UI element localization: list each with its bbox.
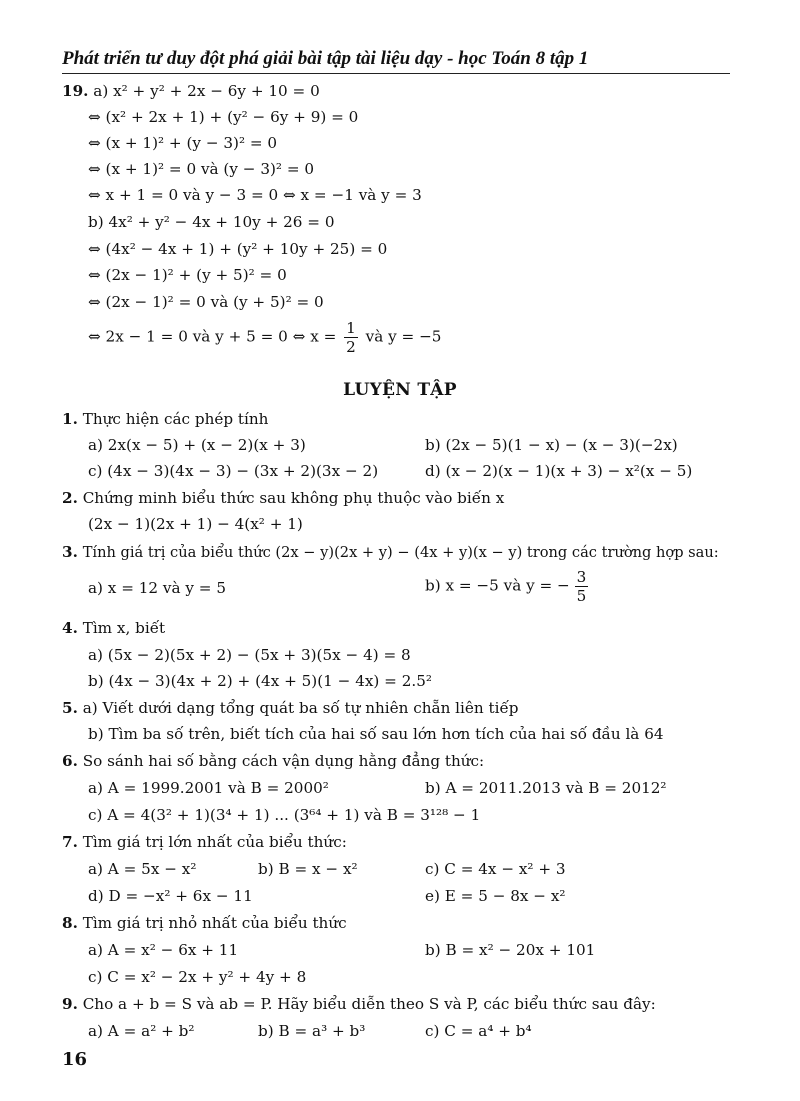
ex19-b4-pre: ⇔ 2x − 1 = 0 và y + 5 = 0 ⇔ x = xyxy=(88,327,337,346)
problem-8-a: a) A = x² − 6x + 11 xyxy=(88,941,239,959)
problem-1-b: b) (2x − 5)(1 − x) − (x − 3)(−2x) xyxy=(425,436,678,454)
ex19-line-a1: ⇔ (x² + 2x + 1) + (y² − 6y + 9) = 0 xyxy=(88,108,359,126)
problem-6-a: a) A = 1999.2001 và B = 2000² xyxy=(88,779,329,797)
problem-4-b: b) (4x − 3)(4x + 2) + (4x + 5)(1 − 4x) = 2.5² xyxy=(88,672,432,690)
header-rule xyxy=(62,73,730,74)
section-title: LUYỆN TẬP xyxy=(343,380,457,400)
fraction-denominator: 5 xyxy=(576,587,587,605)
problem-2-number: 2. xyxy=(62,489,78,507)
problem-4-number: 4. xyxy=(62,619,78,637)
problem-1 xyxy=(62,409,268,429)
ex19-line-b2: ⇔ (2x − 1)² + (y + 5)² = 0 xyxy=(88,266,287,284)
problem-6 xyxy=(62,751,484,771)
problem-9-c: c) C = a⁴ + b⁴ xyxy=(425,1022,532,1040)
problem-1-number: 1. xyxy=(62,410,78,428)
problem-5-b: b) Tìm ba số trên, biết tích của hai số sau lớn hơn tích của hai số đầu là 64 xyxy=(88,725,664,743)
fraction-numerator: 3 xyxy=(576,568,587,586)
problem-3-text: Tính giá trị của biểu thức (2x − y)(2x + y) − (4x + y)(x − y) trong các trường hợp sau: xyxy=(82,544,719,561)
problem-9 xyxy=(62,994,656,1014)
running-header: Phát triển tư duy đột phá giải bài tập tài liệu dạy - học Toán 8 tập 1 xyxy=(62,48,589,69)
page-number: 16 xyxy=(62,1049,88,1070)
ex19-line-b0: b) 4x² + y² − 4x + 10y + 26 = 0 xyxy=(88,213,335,231)
problem-3 xyxy=(62,542,719,563)
problem-9-a: a) A = a² + b² xyxy=(88,1022,195,1040)
problem-1-d: d) (x − 2)(x − 1)(x + 3) − x²(x − 5) xyxy=(425,462,693,480)
problem-2-text: Chứng minh biểu thức sau không phụ thuộc vào biến x xyxy=(82,489,505,507)
problem-2-expr: (2x − 1)(2x + 1) − 4(x² + 1) xyxy=(88,515,303,533)
problem-3-b-pre: b) x = −5 và y = − xyxy=(425,576,570,595)
ex19-a0-text: a) x² + y² + 2x − 6y + 10 = 0 xyxy=(93,82,320,100)
ex19-line-a0 xyxy=(62,81,320,101)
problem-2 xyxy=(62,488,504,508)
ex19-line-b1: ⇔ (4x² − 4x + 1) + (y² + 10y + 25) = 0 xyxy=(88,240,388,258)
fraction-denominator: 2 xyxy=(346,338,356,356)
fraction-numerator: 1 xyxy=(346,319,356,337)
ex19-line-a4: ⇔ x + 1 = 0 và y − 3 = 0 ⇔ x = −1 và y = 3 xyxy=(88,186,422,204)
ex19-line-a3: ⇔ (x + 1)² = 0 và (y − 3)² = 0 xyxy=(88,160,315,178)
problem-4-a: a) (5x − 2)(5x + 2) − (5x + 3)(5x − 4) = 8 xyxy=(88,646,411,664)
problem-8-b: b) B = x² − 20x + 101 xyxy=(425,941,596,959)
problem-7 xyxy=(62,832,347,852)
problem-6-c: c) A = 4(3² + 1)(3⁴ + 1) ... (3⁶⁴ + 1) và B = 3¹²⁸ − 1 xyxy=(88,806,481,824)
problem-9-b: b) B = a³ + b³ xyxy=(258,1022,366,1040)
fraction-one-half xyxy=(344,319,358,356)
problem-1-text: Thực hiện các phép tính xyxy=(82,410,269,428)
problem-1-c: c) (4x − 3)(4x − 3) − (3x + 2)(3x − 2) xyxy=(88,462,379,480)
problem-3-number: 3. xyxy=(62,543,78,561)
ex19-line-b4 xyxy=(88,319,441,356)
problem-7-b: b) B = x − x² xyxy=(258,860,358,878)
problem-7-number: 7. xyxy=(62,833,78,851)
ex19-number: 19. xyxy=(62,82,89,100)
problem-4-text: Tìm x, biết xyxy=(82,619,166,637)
problem-7-d: d) D = −x² + 6x − 11 xyxy=(88,887,253,905)
problem-3-a: a) x = 12 và y = 5 xyxy=(88,579,226,597)
problem-8-number: 8. xyxy=(62,914,78,932)
problem-7-text: Tìm giá trị lớn nhất của biểu thức: xyxy=(82,833,347,851)
fraction-three-fifths xyxy=(575,568,589,605)
problem-7-e: e) E = 5 − 8x − x² xyxy=(425,887,566,905)
problem-8-text: Tìm giá trị nhỏ nhất của biểu thức xyxy=(82,914,347,932)
problem-9-text: Cho a + b = S và ab = P. Hãy biểu diễn theo S và P, các biểu thức sau đây: xyxy=(82,995,656,1013)
problem-7-a: a) A = 5x − x² xyxy=(88,860,197,878)
problem-7-c: c) C = 4x − x² + 3 xyxy=(425,860,566,878)
problem-8-c: c) C = x² − 2x + y² + 4y + 8 xyxy=(88,968,307,986)
problem-1-a: a) 2x(x − 5) + (x − 2)(x + 3) xyxy=(88,436,306,454)
problem-6-text: So sánh hai số bằng cách vận dụng hằng đẳng thức: xyxy=(82,752,485,770)
problem-5-a: a) Viết dưới dạng tổng quát ba số tự nhiên chẵn liên tiếp xyxy=(82,699,519,717)
problem-9-number: 9. xyxy=(62,995,78,1013)
problem-4 xyxy=(62,618,165,638)
problem-8 xyxy=(62,913,347,933)
problem-5-number: 5. xyxy=(62,699,78,717)
ex19-b4-post: và y = −5 xyxy=(365,327,442,346)
problem-6-b: b) A = 2011.2013 và B = 2012² xyxy=(425,779,667,797)
ex19-line-b3: ⇔ (2x − 1)² = 0 và (y + 5)² = 0 xyxy=(88,293,324,311)
problem-5 xyxy=(62,698,519,718)
problem-6-number: 6. xyxy=(62,752,78,770)
ex19-line-a2: ⇔ (x + 1)² + (y − 3)² = 0 xyxy=(88,134,278,152)
problem-3-b xyxy=(425,568,591,605)
